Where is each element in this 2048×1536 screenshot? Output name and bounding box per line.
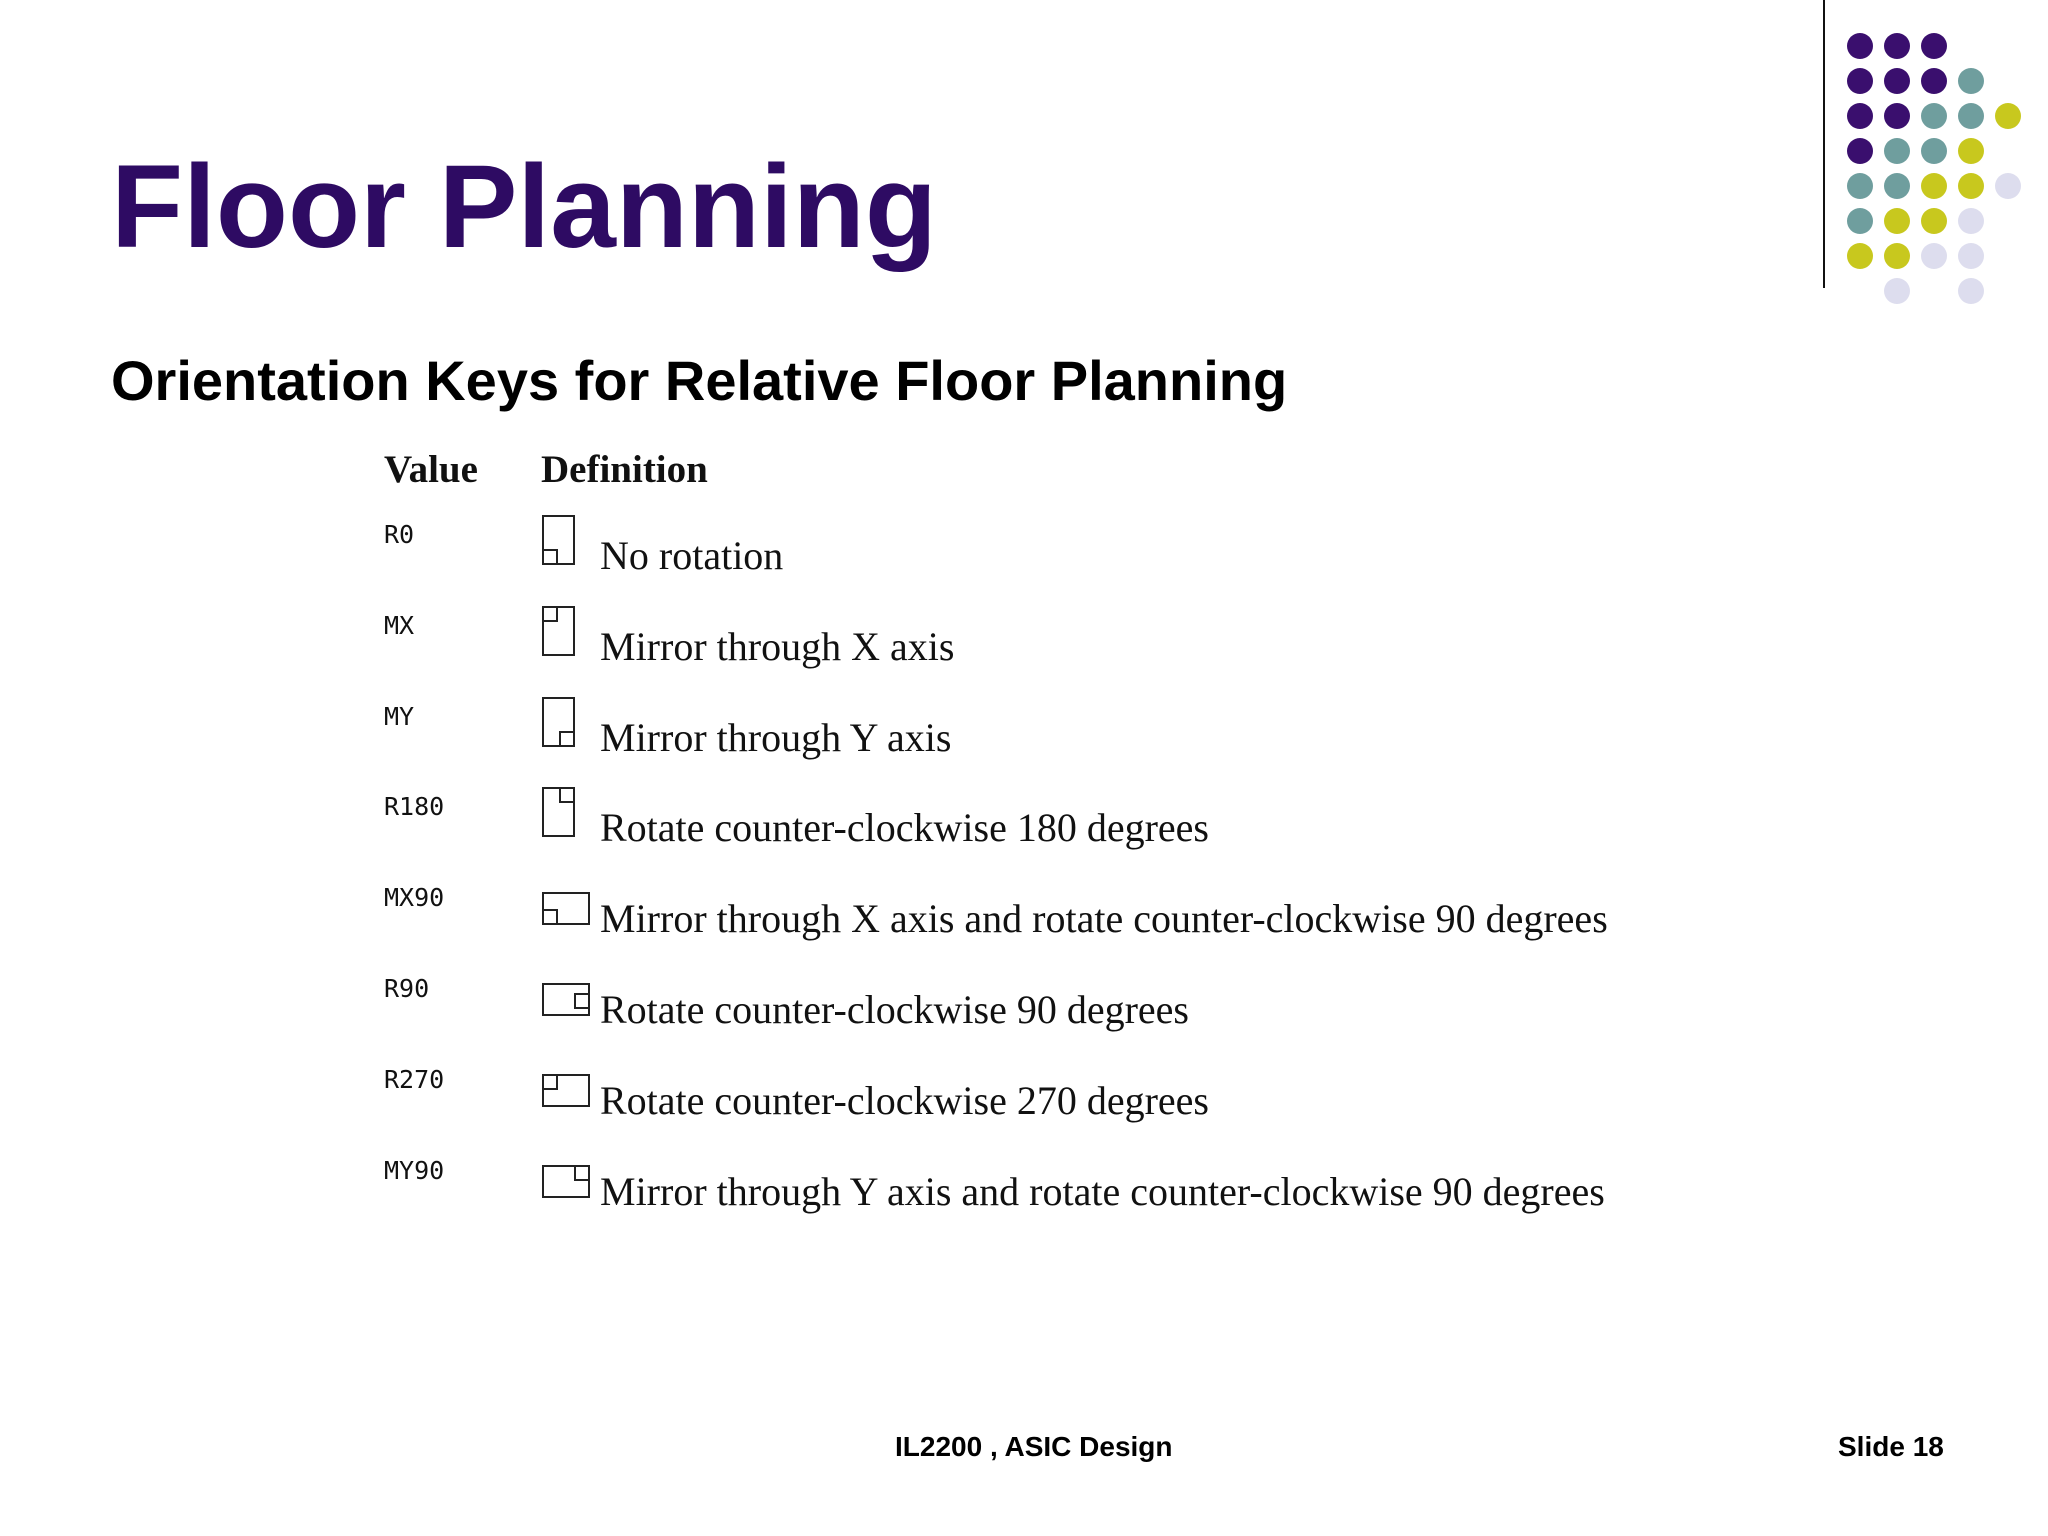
orientation-definition: Mirror through X axis	[600, 624, 955, 669]
column-header-definition: Definition	[541, 448, 708, 491]
orientation-value: MY90	[384, 1156, 445, 1185]
table-row	[0, 885, 2048, 975]
orientation-my-icon	[541, 696, 577, 750]
footer-slide-number: Slide 18	[1838, 1431, 1944, 1462]
table-row	[0, 522, 2048, 612]
table-row	[0, 704, 2048, 794]
orientation-value: R90	[384, 974, 430, 1003]
orientation-mx-icon	[541, 605, 577, 659]
orientation-definition: No rotation	[600, 533, 784, 578]
column-header-value: Value	[384, 448, 478, 491]
table-row	[0, 1158, 2048, 1248]
orientation-definition: Mirror through Y axis and rotate counter-clockwise 90 degrees	[600, 1169, 1605, 1214]
orientation-value: MX	[384, 611, 415, 640]
orientation-my90-icon	[541, 1164, 593, 1204]
orientation-definition: Rotate counter-clockwise 270 degrees	[600, 1078, 1209, 1123]
orientation-value: MX90	[384, 883, 445, 912]
orientation-definition: Mirror through X axis and rotate counter-clockwise 90 degrees	[600, 896, 1608, 941]
header-divider-line	[1823, 0, 1825, 288]
table-row	[0, 976, 2048, 1066]
orientation-r180-icon	[541, 786, 577, 840]
table-row	[0, 613, 2048, 703]
table-row	[0, 794, 2048, 884]
slide-title: Floor Planning	[111, 141, 937, 273]
orientation-r270-icon	[541, 1073, 593, 1113]
slide-subtitle: Orientation Keys for Relative Floor Planning	[111, 349, 1288, 412]
orientation-mx90-icon	[541, 891, 593, 931]
orientation-definition: Mirror through Y axis	[600, 715, 952, 760]
orientation-value: R0	[384, 520, 415, 549]
footer-course: IL2200 , ASIC Design	[895, 1431, 1173, 1462]
orientation-value: R270	[384, 1065, 445, 1094]
orientation-r90-icon	[541, 982, 593, 1022]
table-row	[0, 1067, 2048, 1157]
orientation-definition: Rotate counter-clockwise 180 degrees	[600, 805, 1209, 850]
orientation-r0-icon	[541, 514, 577, 568]
orientation-value: R180	[384, 792, 445, 821]
orientation-definition: Rotate counter-clockwise 90 degrees	[600, 987, 1189, 1032]
orientation-value: MY	[384, 702, 415, 731]
